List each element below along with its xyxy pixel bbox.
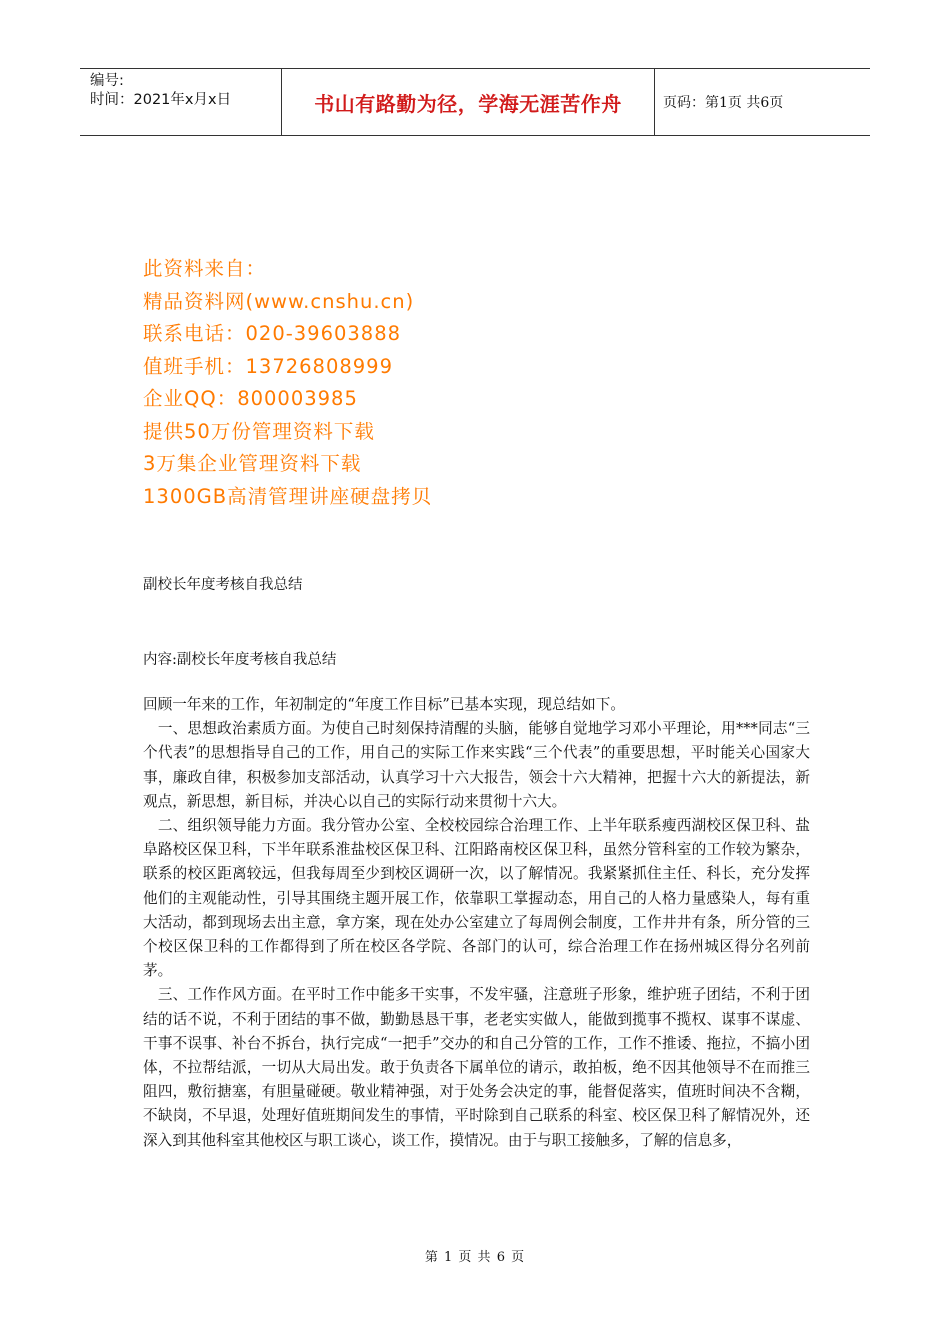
- content-label: 内容:副校长年度考核自我总结: [143, 652, 337, 668]
- source-info-block: [143, 253, 432, 513]
- header-page-info: 页码：第1页 共6页: [663, 95, 784, 111]
- source-line: 企业QQ：800003985: [143, 387, 358, 410]
- page-footer: 第 1 页 共 6 页: [424, 1250, 526, 1265]
- source-line: 联系电话：020-39603888: [143, 322, 402, 345]
- body-paragraph: 三、工作作风方面。在平时工作中能多干实事，不发牢骚，注意班子形象，维护班子团结，不利于团结的话不说，不利于团结的事不做，勤勤恳恳干事，老老实实做人，能做到揽事不揽权、谋事不谋虚、干事不误事、补台不拆台，执行完成“一把手”交办的和自己分管的工作，工作不推诿、拖拉，不搞小团体，不拉帮结派，一切从大局出发。敢于负责各下属单位的请示，敢拍板，绝不因其他领导不在而推三阻四，敷衍搪塞，有胆量碰硬。敬业精神强，对于处务会决定的事，能督促落实，值班时间决不含糊，不缺岗，不早退，处理好值班期间发生的事情，平时除到自己联系的科室、校区保卫科了解情况外，还深入到其他科室其他校区与职工谈心，谈工作，摸情况。由于与职工接触多，了解的信息多，: [143, 986, 810, 1149]
- source-line: 1300GB高清管理讲座硬盘拷贝: [143, 484, 433, 508]
- document-header: [80, 68, 870, 136]
- body-paragraph: 回顾一年来的工作，年初制定的“年度工作目标”已基本实现，现总结如下。: [143, 696, 625, 713]
- source-line: 此资料来自：: [143, 257, 267, 280]
- source-line: 精品资料网(www.cnshu.cn): [143, 289, 415, 313]
- source-line: 值班手机：13726808999: [143, 354, 393, 378]
- code-label: 编号:: [90, 73, 124, 89]
- body-paragraph: 一、思想政治素质方面。为使自己时刻保持清醒的头脑，能够自觉地学习邓小平理论，用***同志“三个代表”的思想指导自己的工作，用自己的实际工作来实践“三个代表”的重要思想，平时能关心国家大事，廉政自律，积极参加支部活动，认真学习十六大报告，领会十六大精神，把握十六大的新提法，新观点，新思想，新目标，并决心以自己的实际行动来贯彻十六大。: [143, 720, 810, 810]
- time-label: 时间：2021年x月x日: [90, 92, 232, 108]
- header-motto: 书山有路勤为径，学海无涯苦作舟: [282, 69, 655, 135]
- source-line: 3万集企业管理资料下载: [143, 452, 362, 475]
- document-title: 副校长年度考核自我总结: [143, 577, 303, 593]
- header-meta: [80, 69, 282, 135]
- body-paragraph: 二、组织领导能力方面。我分管办公室、全校校园综合治理工作、上半年联系瘦西湖校区保卫科、盐阜路校区保卫科，下半年联系淮盐校区保卫科、江阳路南校区保卫科，虽然分管科室的工作较为繁杂，联系的校区距离较远，但我每周至少到校区调研一次，以了解情况。我紧紧抓住主任、科长，充分发挥他们的主观能动性，引导其围绕主题开展工作，依靠职工掌握动态，用自己的人格力量感染人，每有重大活动，都到现场去出主意，拿方案，现在处办公室建立了每周例会制度，工作井井有条，所分管的三个校区保卫科的工作都得到了所在校区各学院、各部门的认可，综合治理工作在扬州城区得分名列前茅。: [143, 817, 810, 980]
- source-line: 提供50万份管理资料下载: [143, 419, 375, 443]
- document-body: [143, 693, 810, 1153]
